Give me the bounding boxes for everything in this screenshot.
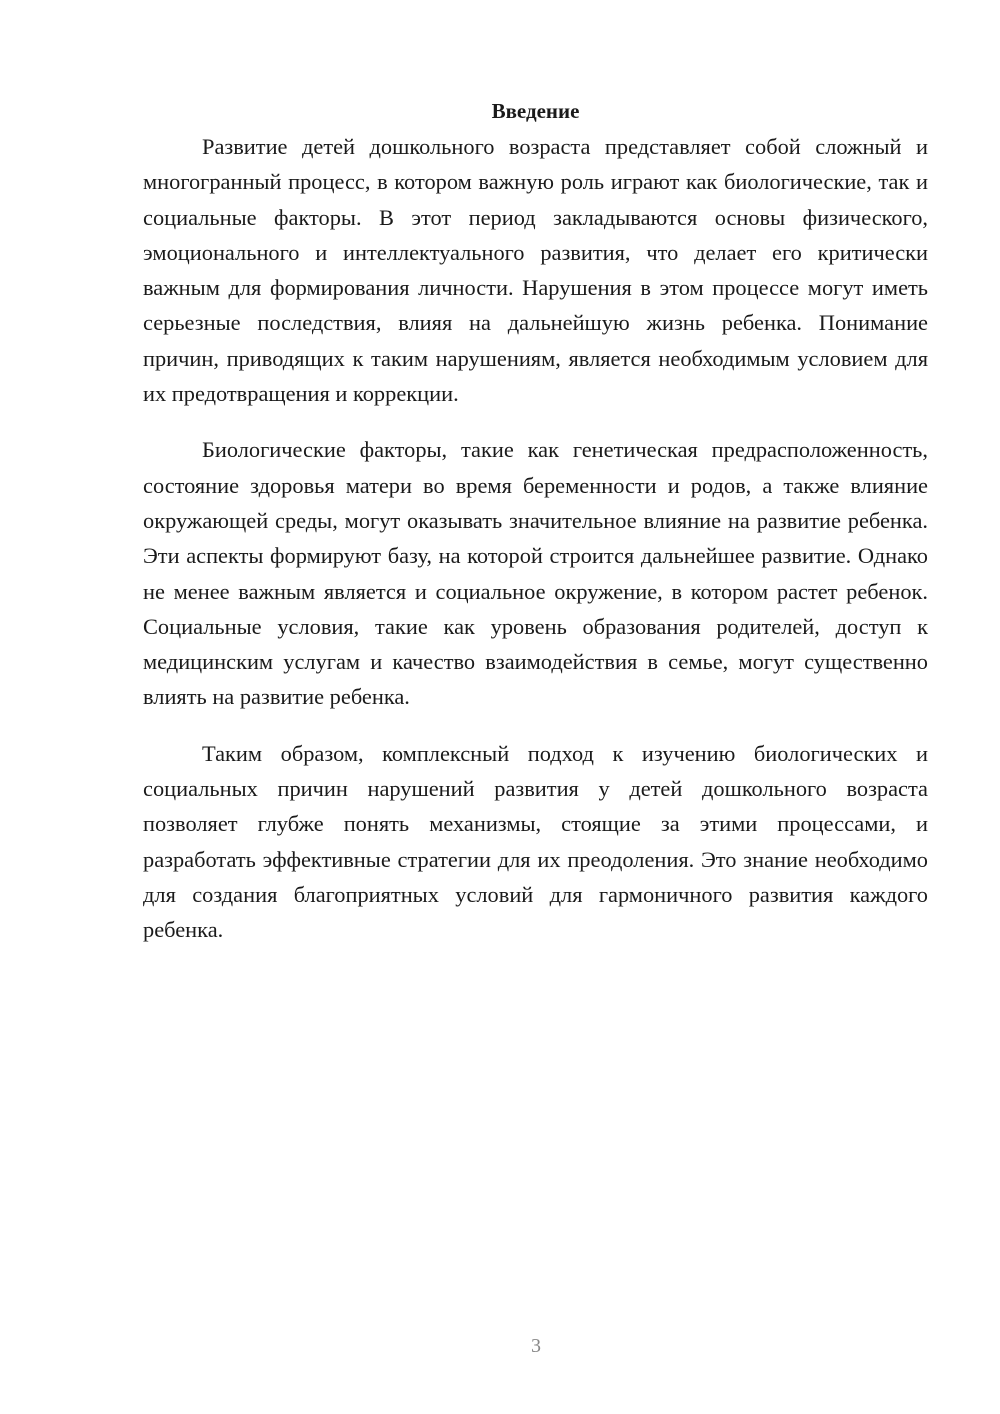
paragraph-1: Развитие детей дошкольного возраста представляет собой сложный и многогранный процесс, в котором важную роль играют как биологические, так и социальные факторы. В этот период закладываются основы физического, эмоционального и интеллектуального развития, что делает его критически важным для формирования личности. Нарушения в этом процессе могут иметь серьезные последствия, влияя на дальнейшую жизнь ребенка. Понимание причин, приводящих к таким нарушениям, является необходимым условием для их предотвращения и коррекции. (143, 134, 928, 407)
page-content (143, 94, 928, 948)
section-title: Введение (491, 99, 580, 123)
page-number: 3 (531, 1335, 541, 1357)
paragraph-3: Таким образом, комплексный подход к изучению биологических и социальных причин нарушений развития у детей дошкольного возраста позволяет глубже понять механизмы, стоящие за этими процессами, и разработать эффективные стратегии для их преодоления. Это знание необходимо для создания благоприятных условий для гармоничного развития каждого ребенка. (143, 740, 928, 943)
paragraph-2: Биологические факторы, такие как генетическая предрасположенность, состояние здоровья матери во время беременности и родов, а также влияние окружающей среды, могут оказывать значительное влияние на развитие ребенка. Эти аспекты формируют базу, на которой строится дальнейшее развитие. Однако не менее важным является и социальное окружение, в котором растет ребенок. Социальные условия, такие как уровень образования родителей, доступ к медицинским услугам и качество взаимодействия в семье, могут существенно влиять на развитие ребенка. (143, 437, 928, 710)
